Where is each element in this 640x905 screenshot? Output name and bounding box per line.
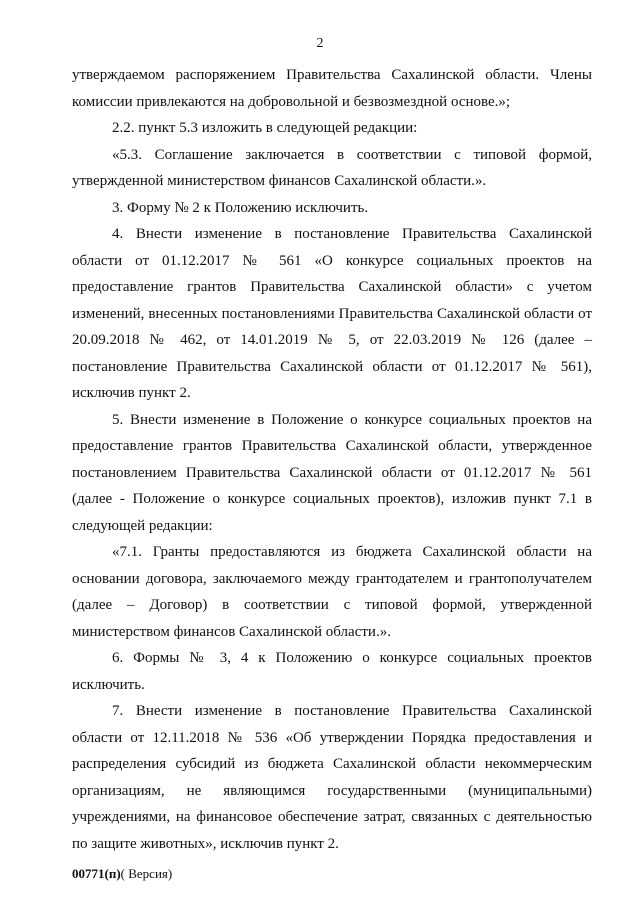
paragraph-5: 5. Внести изменение в Положение о конкурсе социальных проектов на предоставление грантов Правительства Сахалинской области, утвержденное постановлением Правительства Сахалинской области от 01.12.2017 № 561 (далее - Положение о конкурсе социальных проектов), изложив пункт 7.1 в следующей редакции: [72,411,592,534]
paragraph-6: 6. Формы № 3, 4 к Положению о конкурсе социальных проектов исключить. [72,650,592,693]
document-version: ( Версия) [120,866,173,881]
paragraph-7-1-quote: «7.1. Гранты предоставляются из бюджета Сахалинской области на основании договора, заключаемого между грантодателем и грантополучателем (далее – Договор) в соответствии с типовой формой, утвержденной министерством финансов Сахалинской области.». [72,544,592,640]
paragraph-3: 3. Форму № 2 к Положению исключить. [112,199,369,216]
paragraph-7: 7. Внести изменение в постановление Правительства Сахалинской области от 12.11.2018 № 536 «Об утверждении Порядка предоставления и распределения субсидий из бюджета Сахалинской области некоммерческим организациям, не являющимся государственными (муниципальными) учреждениями, на финансовое обеспечение затрат, связанных с деятельностью по защите животных», исключив пункт 2. [72,703,592,852]
page-number: 2 [316,36,324,51]
document-footer [72,866,172,882]
paragraph-2-2: 2.2. пункт 5.3 изложить в следующей редакции: [112,120,418,136]
paragraph-5-3-quote: «5.3. Соглашение заключается в соответствии с типовой формой, утвержденной министерством финансов Сахалинской области.». [72,146,592,189]
paragraph-4: 4. Внести изменение в постановление Правительства Сахалинской области от 01.12.2017 № 561 «О конкурсе социальных проектов на предоставление грантов Правительства Сахалинской области» с учетом изменений, внесенных постановлениями Правительства Сахалинской области от 20.09.2018 № 462, от 14.01.2019 № 5, от 22.03.2019 № 126 (далее – постановление Правительства Сахалинской области от 01.12.2017 № 561), исключив пункт 2. [72,226,592,401]
document-code: 00771(п) [72,866,121,881]
document-body [72,62,592,857]
paragraph-continuation: утверждаемом распоряжением Правительства Сахалинской области. Члены комиссии привлекаются на добровольной и безвозмездной основе.»; [72,67,592,110]
